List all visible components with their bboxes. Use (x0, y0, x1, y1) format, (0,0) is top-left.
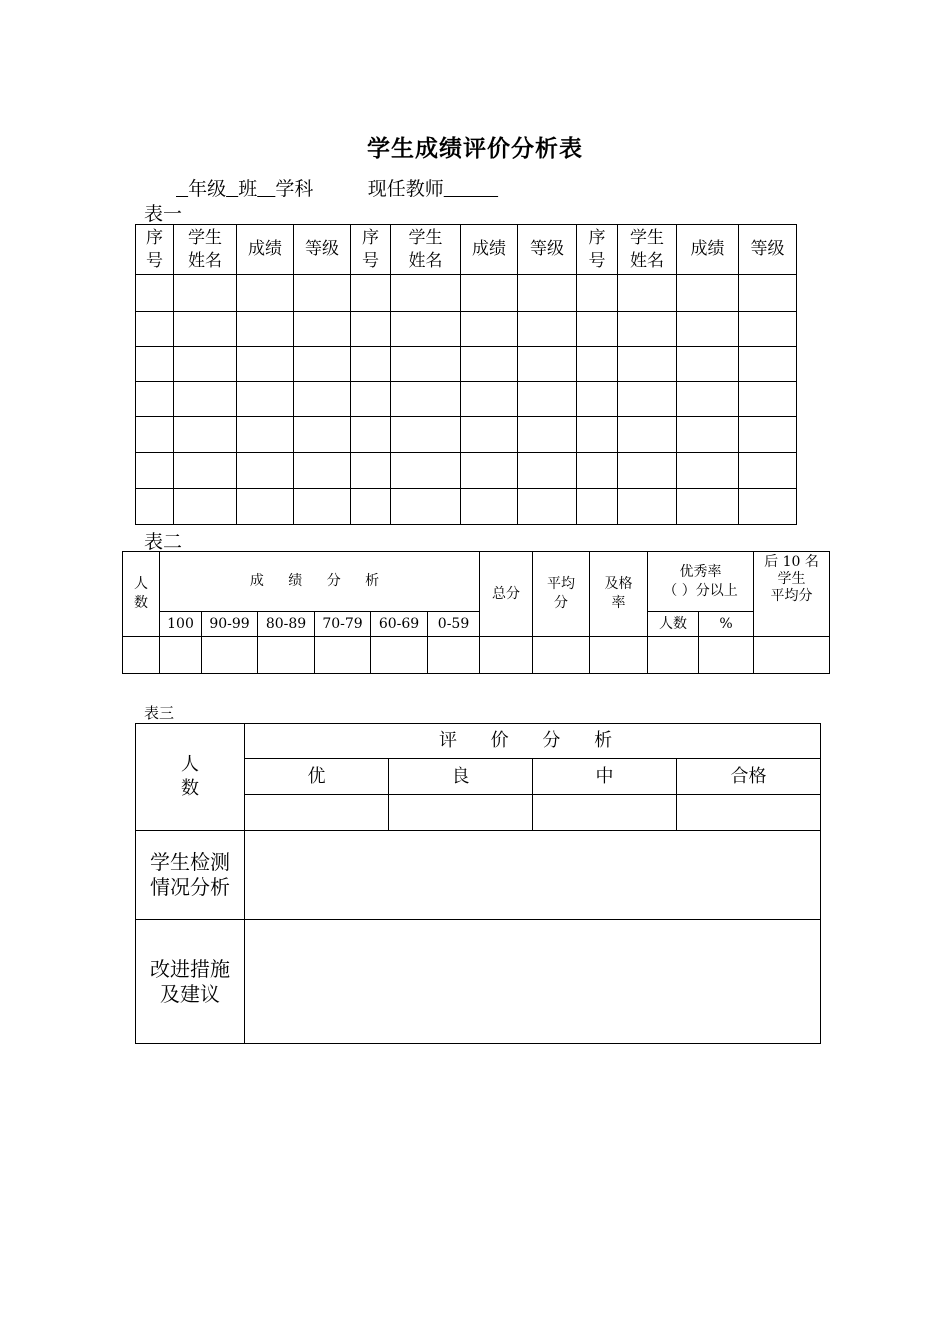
table-cell[interactable] (518, 382, 577, 417)
input-cell[interactable] (699, 637, 754, 674)
table-cell[interactable] (136, 453, 174, 489)
table-cell[interactable] (351, 453, 391, 489)
table-cell[interactable] (351, 489, 391, 525)
table-cell[interactable] (518, 417, 577, 453)
band-80-89-header: 80-89 (258, 612, 315, 637)
table-cell[interactable] (677, 312, 739, 347)
table-cell[interactable] (618, 275, 677, 312)
band-0-59-header: 0-59 (428, 612, 480, 637)
table-cell[interactable] (461, 382, 518, 417)
input-cell[interactable] (245, 795, 389, 831)
excellent-percent-header: % (699, 612, 754, 637)
table-cell[interactable] (136, 417, 174, 453)
student-name-header: 学生 姓名 (391, 225, 461, 275)
table-cell[interactable] (294, 347, 351, 382)
people-count-header: 人 数 (136, 724, 245, 831)
table-cell[interactable] (618, 453, 677, 489)
table-cell[interactable] (518, 489, 577, 525)
input-cell[interactable] (590, 637, 648, 674)
improvement-input[interactable] (245, 920, 821, 1044)
input-cell[interactable] (533, 637, 590, 674)
table-cell[interactable] (237, 453, 294, 489)
table-cell[interactable] (677, 489, 739, 525)
table-cell[interactable] (739, 312, 797, 347)
table-cell[interactable] (391, 347, 461, 382)
table-cell[interactable] (577, 453, 618, 489)
teacher-label: 现任教师 (367, 178, 444, 200)
level-medium-header: 中 (533, 759, 677, 795)
table-cell[interactable] (577, 312, 618, 347)
input-cell[interactable] (389, 795, 533, 831)
evaluation-analysis-header: 评 价 分 析 (245, 724, 821, 759)
table-cell[interactable] (677, 453, 739, 489)
table-cell[interactable] (351, 347, 391, 382)
table-cell[interactable] (174, 417, 237, 453)
page-title: 学生成绩评价分析表 (367, 136, 583, 162)
table-cell[interactable] (618, 347, 677, 382)
table-cell[interactable] (577, 347, 618, 382)
input-cell[interactable] (258, 637, 315, 674)
bottom10-average-header: 后 10 名 学生 平均分 (754, 552, 830, 637)
teacher-blank[interactable] (444, 178, 498, 200)
table-cell[interactable] (174, 312, 237, 347)
table-cell[interactable] (391, 453, 461, 489)
table-cell[interactable] (237, 382, 294, 417)
table-cell[interactable] (461, 417, 518, 453)
table-cell[interactable] (677, 347, 739, 382)
level-excellent-header: 优 (245, 759, 389, 795)
evaluation-table (135, 723, 821, 1044)
input-cell[interactable] (315, 637, 371, 674)
table-cell[interactable] (294, 312, 351, 347)
student-name-header: 学生 姓名 (174, 225, 237, 275)
band-70-79-header: 70-79 (315, 612, 371, 637)
score-analysis-header: 成 绩 分 析 (160, 552, 480, 612)
input-cell[interactable] (533, 795, 677, 831)
table-cell[interactable] (391, 312, 461, 347)
table-cell[interactable] (174, 453, 237, 489)
table-cell[interactable] (618, 382, 677, 417)
input-cell[interactable] (428, 637, 480, 674)
average-score-header: 平均 分 (533, 552, 590, 637)
table-row (136, 382, 797, 417)
table-cell[interactable] (518, 275, 577, 312)
table-row (136, 417, 797, 453)
table-cell[interactable] (136, 382, 174, 417)
table-cell[interactable] (677, 382, 739, 417)
table1-caption: 表一 (144, 203, 183, 225)
table-cell[interactable] (391, 417, 461, 453)
table-cell[interactable] (739, 417, 797, 453)
total-score-header: 总分 (480, 552, 533, 637)
excellent-rate-header: 优秀率 （ ）分以上 (648, 552, 754, 612)
statistics-input-row (123, 637, 830, 674)
table-cell[interactable] (136, 312, 174, 347)
input-cell[interactable] (371, 637, 428, 674)
table-cell[interactable] (351, 275, 391, 312)
detection-analysis-input[interactable] (245, 831, 821, 920)
detection-analysis-label: 学生检测 情况分析 (136, 831, 245, 920)
table-cell[interactable] (461, 453, 518, 489)
table-cell[interactable] (174, 382, 237, 417)
score-header: 成绩 (677, 225, 739, 275)
level-good-header: 良 (389, 759, 533, 795)
table-cell[interactable] (461, 275, 518, 312)
table-cell[interactable] (294, 275, 351, 312)
people-count-header: 人 数 (123, 552, 160, 637)
table2-caption: 表二 (144, 531, 183, 553)
band-90-99-header: 90-99 (202, 612, 258, 637)
table-cell[interactable] (461, 312, 518, 347)
input-cell[interactable] (677, 795, 821, 831)
score-header: 成绩 (237, 225, 294, 275)
table-cell[interactable] (577, 489, 618, 525)
statistics-table (122, 551, 830, 674)
subject-label: 学科 (275, 178, 314, 200)
subject-blank[interactable] (257, 178, 275, 200)
table3-caption: 表三 (144, 704, 175, 722)
table-row (136, 275, 797, 312)
table-cell[interactable] (518, 453, 577, 489)
input-cell[interactable] (202, 637, 258, 674)
header-line (176, 174, 498, 201)
score-table (135, 224, 797, 525)
table-cell[interactable] (739, 453, 797, 489)
seq-header: 序 号 (351, 225, 391, 275)
table-cell[interactable] (351, 417, 391, 453)
class-label: 班 (238, 178, 258, 200)
table-cell[interactable] (577, 382, 618, 417)
score-table-body (136, 275, 797, 525)
table-cell[interactable] (461, 347, 518, 382)
table-cell[interactable] (136, 347, 174, 382)
table-cell[interactable] (294, 382, 351, 417)
table-cell[interactable] (391, 489, 461, 525)
level-pass-header: 合格 (677, 759, 821, 795)
table-cell[interactable] (237, 275, 294, 312)
table-cell[interactable] (174, 347, 237, 382)
input-cell[interactable] (160, 637, 202, 674)
table-cell[interactable] (391, 275, 461, 312)
score-header: 成绩 (461, 225, 518, 275)
table-cell[interactable] (739, 382, 797, 417)
table-cell[interactable] (174, 275, 237, 312)
band-60-69-header: 60-69 (371, 612, 428, 637)
table-row (136, 453, 797, 489)
table-cell[interactable] (577, 275, 618, 312)
input-cell[interactable] (480, 637, 533, 674)
grade-header: 等级 (294, 225, 351, 275)
table-cell[interactable] (618, 489, 677, 525)
table-cell[interactable] (391, 382, 461, 417)
table-row (136, 347, 797, 382)
table-cell[interactable] (237, 417, 294, 453)
table-cell[interactable] (677, 275, 739, 312)
pass-rate-header: 及格 率 (590, 552, 648, 637)
grade-header: 等级 (739, 225, 797, 275)
table-cell[interactable] (136, 275, 174, 312)
table-cell[interactable] (237, 489, 294, 525)
seq-header: 序 号 (577, 225, 618, 275)
table-cell[interactable] (577, 417, 618, 453)
table-cell[interactable] (518, 347, 577, 382)
table-cell[interactable] (618, 417, 677, 453)
table-cell[interactable] (237, 312, 294, 347)
table-cell[interactable] (461, 489, 518, 525)
grade-header: 等级 (518, 225, 577, 275)
table-cell[interactable] (174, 489, 237, 525)
table-cell[interactable] (294, 489, 351, 525)
band-100-header: 100 (160, 612, 202, 637)
table-row (136, 312, 797, 347)
excellent-count-header: 人数 (648, 612, 699, 637)
table-cell[interactable] (351, 312, 391, 347)
input-cell[interactable] (648, 637, 699, 674)
grade-label: 年级 (188, 178, 227, 200)
student-name-header: 学生 姓名 (618, 225, 677, 275)
table-cell[interactable] (618, 312, 677, 347)
improvement-label: 改进措施 及建议 (136, 920, 245, 1044)
table-row (136, 489, 797, 525)
input-cell[interactable] (123, 637, 160, 674)
grade-blank[interactable] (176, 178, 188, 200)
seq-header: 序 号 (136, 225, 174, 275)
table-cell[interactable] (739, 347, 797, 382)
table-cell[interactable] (739, 275, 797, 312)
table-cell[interactable] (237, 347, 294, 382)
excellent-threshold: （ ）分以上 (663, 582, 738, 599)
table-cell[interactable] (351, 382, 391, 417)
table-cell[interactable] (294, 417, 351, 453)
class-blank[interactable] (226, 178, 238, 200)
table-cell[interactable] (739, 489, 797, 525)
input-cell[interactable] (754, 637, 830, 674)
score-table-header (136, 225, 797, 275)
table-cell[interactable] (677, 417, 739, 453)
table-cell[interactable] (518, 312, 577, 347)
table-cell[interactable] (294, 453, 351, 489)
table-cell[interactable] (136, 489, 174, 525)
